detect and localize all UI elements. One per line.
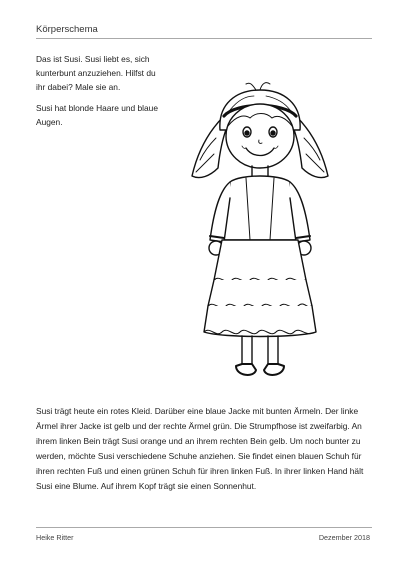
page-title: Körperschema bbox=[36, 24, 98, 35]
susi-coloring-figure bbox=[180, 80, 340, 390]
story-text: Susi trägt heute ein rotes Kleid. Darüber eine blaue Jacke mit bunten Ärmeln. Der linke Ärmel ihrer Jacke ist gelb und der rechte Ärmel grün. Die Strumpfhose ist zweifarbig. An ihrem linken Bein trägt Susi orange und an ihrem rechten Bein gelb. Um noch bunter zu werden, möchte Susi verschiedene Schuhe anziehen. Sie findet einen blauen Schuh für ihren rechten Fuß und einen grünen Schuh für ihren linken Fuß. In ihrer linken Hand hält Susi eine Blume. Auf ihrem Kopf trägt sie einen Sonnenhut. bbox=[36, 406, 364, 491]
footer-date: Dezember 2018 bbox=[318, 533, 370, 542]
footer-author: Heike Ritter bbox=[36, 533, 74, 542]
intro-text bbox=[36, 52, 166, 135]
header-divider bbox=[36, 38, 372, 39]
footer-divider bbox=[36, 527, 372, 528]
intro-paragraph-1: Das ist Susi. Susi liebt es, sich kunterbunt anzuziehen. Hilfst du ihr dabei? Male sie an. bbox=[36, 54, 156, 93]
intro-paragraph-2: Susi hat blonde Haare und blaue Augen. bbox=[36, 102, 158, 127]
